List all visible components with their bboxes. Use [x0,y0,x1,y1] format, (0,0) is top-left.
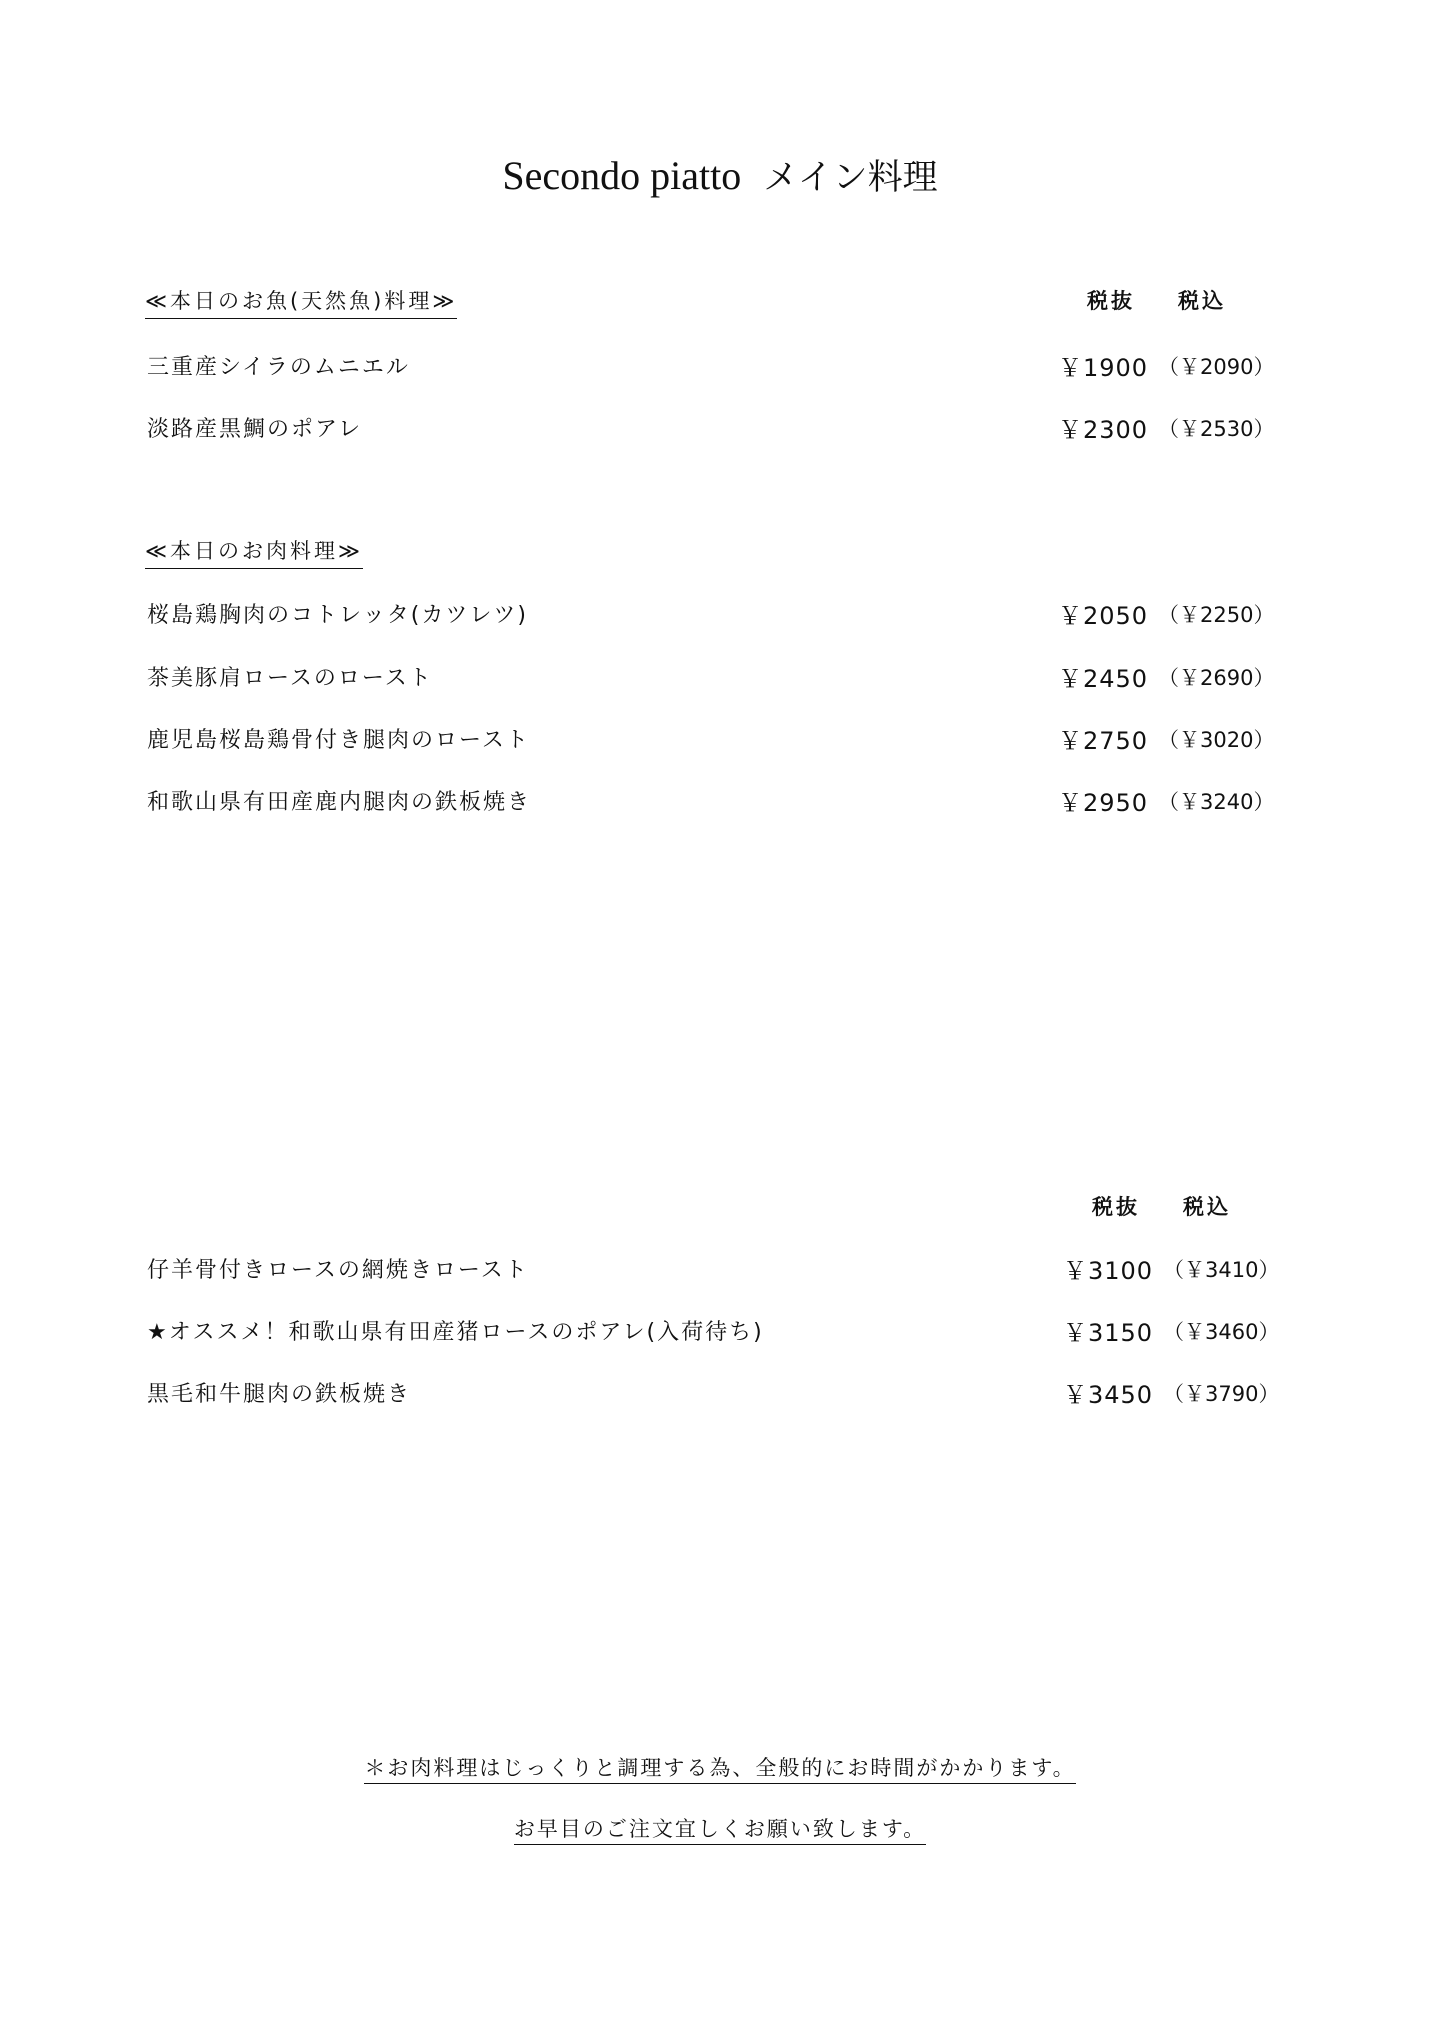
menu-item-name: 和歌山県有田産鹿内腿肉の鉄板焼き [147,790,532,815]
menu-item-name: 三重産シイラのムニエル [147,355,410,380]
title-japanese: メイン料理 [763,158,938,198]
fish-section-heading: ≪本日のお魚(天然魚)料理≫ [145,285,457,319]
menu-item-price-tax-included: （￥2090） [1158,355,1275,379]
menu-item-name: 桜島鶏胸肉のコトレッタ(カツレツ) [147,603,528,628]
tax-excluded-header: 税抜 [1087,289,1135,313]
menu-item-price-tax-included: （￥3020） [1158,728,1275,752]
page-title [0,150,1440,200]
menu-item-price: ￥1900 [1058,354,1149,382]
title-latin: Secondo piatto [502,153,742,198]
menu-item-price: ￥3100 [1063,1257,1154,1285]
footer-note-line-1: ＊お肉料理はじっくりと調理する為、全般的にお時間がかかります。 [364,1756,1075,1784]
tax-included-header: 税込 [1183,1195,1231,1219]
menu-item-price: ￥2300 [1058,416,1149,444]
tax-excluded-header: 税抜 [1092,1195,1140,1219]
footer-note [0,1813,1440,1843]
footer-note-line-2: お早目のご注文宜しくお願い致します。 [514,1817,926,1845]
menu-item-price-tax-included: （￥3410） [1163,1258,1280,1282]
menu-item-price-tax-included: （￥2250） [1158,603,1275,627]
menu-item-price: ￥2450 [1058,665,1149,693]
menu-item-name: 黒毛和牛腿肉の鉄板焼き [147,1382,412,1407]
menu-item-price-tax-included: （￥3240） [1158,790,1275,814]
menu-item-name: 茶美豚肩ロースのロースト [147,666,433,691]
menu-item-name: 鹿児島桜島鶏骨付き腿肉のロースト [147,728,530,753]
menu-item-price: ￥3150 [1063,1319,1154,1347]
menu-item-price-tax-included: （￥3790） [1163,1382,1280,1406]
menu-item-price: ￥2750 [1058,727,1149,755]
menu-item-name: 淡路産黒鯛のポアレ [147,417,363,442]
menu-item-name: 仔羊骨付きロースの網焼きロースト [147,1258,529,1283]
menu-item-price-tax-included: （￥2690） [1158,666,1275,690]
menu-item-price: ￥2050 [1058,602,1149,630]
menu-item-price-tax-included: （￥3460） [1163,1320,1280,1344]
footer-note [0,1752,1440,1782]
menu-item-price: ￥2950 [1058,789,1149,817]
menu-item-name: ★オススメ！和歌山県有田産猪ロースのポアレ(入荷待ち) [147,1320,764,1345]
menu-item-price: ￥3450 [1063,1381,1154,1409]
menu-item-price-tax-included: （￥2530） [1158,417,1275,441]
meat-section-heading: ≪本日のお肉料理≫ [145,535,363,569]
tax-included-header: 税込 [1178,289,1226,313]
